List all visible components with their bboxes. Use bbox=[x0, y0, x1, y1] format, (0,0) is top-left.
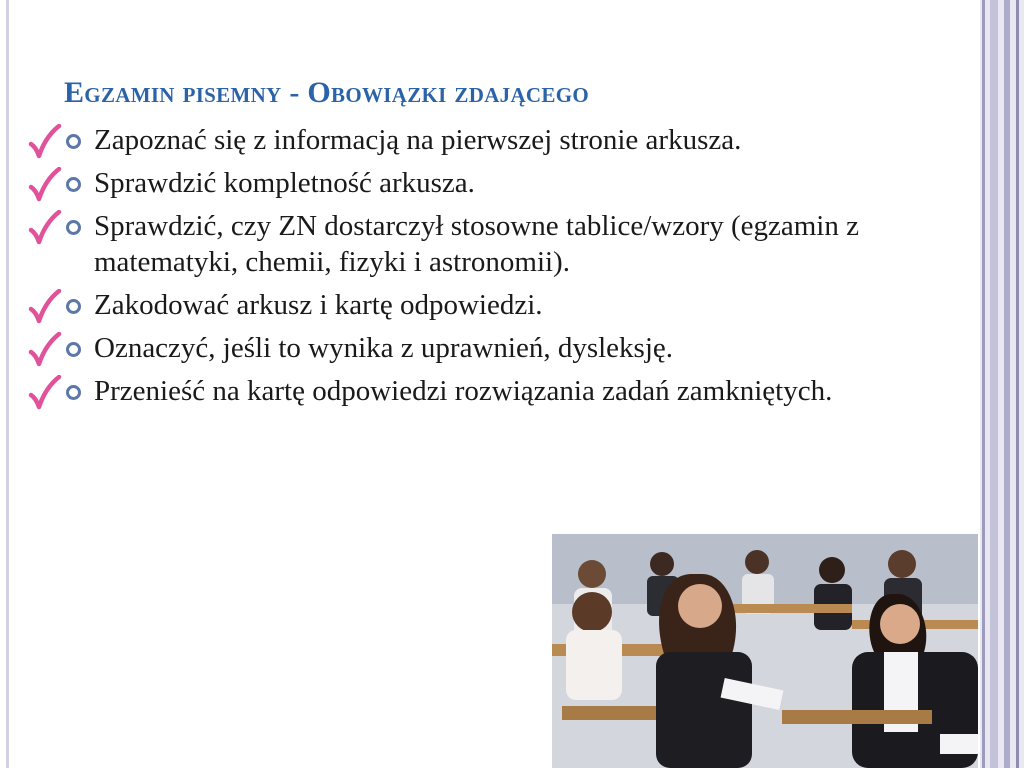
ring-icon bbox=[66, 342, 81, 357]
bullet-item bbox=[28, 208, 948, 280]
bullet-item bbox=[28, 122, 948, 158]
checkmark-icon bbox=[28, 289, 62, 325]
bullet-item bbox=[28, 165, 948, 201]
ring-icon bbox=[66, 134, 81, 149]
right-decorative-bars bbox=[980, 0, 1024, 768]
checkmark-icon bbox=[28, 210, 62, 246]
left-border-rule bbox=[6, 0, 9, 768]
bullet-text: Sprawdzić, czy ZN dostarczył stosowne tablice/wzory (egzamin z matematyki, chemii, fizyki i astronomii). bbox=[94, 210, 859, 278]
checkmark-icon bbox=[28, 375, 62, 411]
checkmark-icon bbox=[28, 124, 62, 160]
slide-title: Egzamin pisemny - Obowiązki zdającego bbox=[64, 76, 589, 109]
checkmark-icon bbox=[28, 332, 62, 368]
ring-icon bbox=[66, 385, 81, 400]
bullet-text: Przenieść na kartę odpowiedzi rozwiązania zadań zamkniętych. bbox=[94, 375, 833, 407]
ring-icon bbox=[66, 177, 81, 192]
exam-room-photo bbox=[552, 534, 978, 768]
bullet-item bbox=[28, 287, 948, 323]
bullet-text: Sprawdzić kompletność arkusza. bbox=[94, 167, 475, 199]
bullet-text: Zapoznać się z informacją na pierwszej stronie arkusza. bbox=[94, 124, 742, 156]
bullet-text: Oznaczyć, jeśli to wynika z uprawnień, dysleksję. bbox=[94, 332, 674, 364]
checkmark-icon bbox=[28, 167, 62, 203]
bullet-text: Zakodować arkusz i kartę odpowiedzi. bbox=[94, 289, 543, 321]
bullet-item bbox=[28, 330, 948, 366]
bullet-item bbox=[28, 373, 948, 409]
bullet-list bbox=[28, 122, 948, 416]
ring-icon bbox=[66, 299, 81, 314]
ring-icon bbox=[66, 220, 81, 235]
